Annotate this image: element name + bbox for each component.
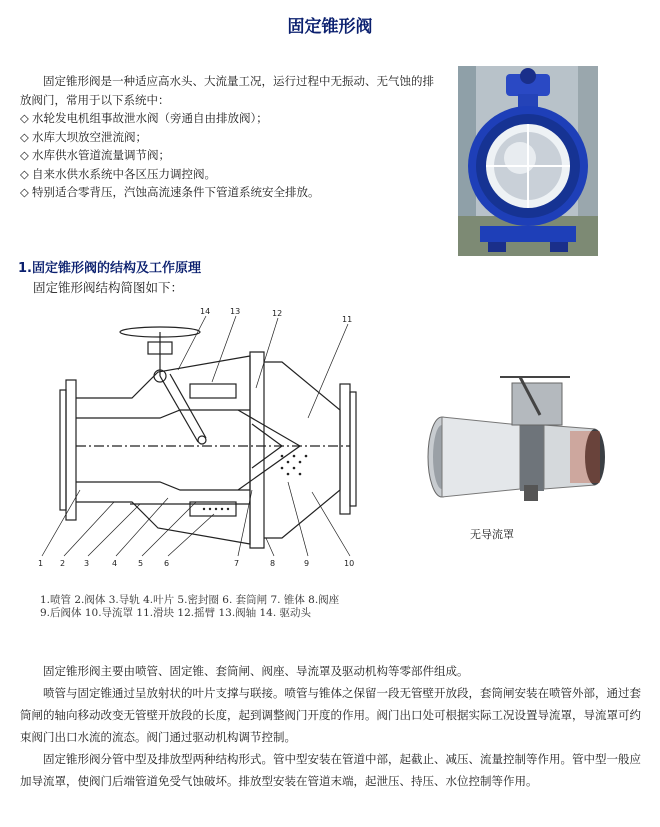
legend-line-2: 9.后阀体 10.导流罩 11.滑块 12.摇臂 13.阀轴 14. 驱动头 <box>40 607 312 619</box>
diamond-icon: ◇ <box>20 129 29 144</box>
page-title: 固定锥形阀 <box>287 17 373 37</box>
part-number-13: 13 <box>230 307 241 316</box>
valve-photo <box>458 66 598 256</box>
part-number-6: 6 <box>164 559 170 568</box>
part-number-8: 8 <box>270 559 276 568</box>
list-item: ◇ 水库供水管道流量调节阀； <box>20 146 435 165</box>
paragraph: 固定锥形阀主要由喷管、固定锥、套筒闸、阀座、导流罩及驱动机构等零部件组成。 <box>43 664 469 678</box>
application-list <box>20 109 435 202</box>
paragraph: 固定锥形阀分管中型及排放型两种结构形式。管中型安装在管道中部，起截止、减压、流量控制等作用。管中型一般应加导流罩，使阀门后端管道免受气蚀破坏。排放型安装在管道末端，起泄压、持压、水位控制等作用。 <box>20 752 641 788</box>
part-number-14: 14 <box>200 307 211 316</box>
diamond-icon: ◇ <box>20 111 29 125</box>
part-number-1: 1 <box>38 559 44 568</box>
legend-line-1: 1.喷管 2.阀体 3.导轨 4.叶片 5.密封圈 6. 套筒闸 7. 锥体 8.阀座 <box>40 594 340 606</box>
section-subheading: 固定锥形阀结构简图如下： <box>33 280 184 295</box>
list-item: ◇ 水库大坝放空泄流阀； <box>20 128 435 147</box>
part-number-10: 10 <box>344 559 355 568</box>
structure-diagram <box>20 306 390 574</box>
list-item: ◇ 特别适合零背压，汽蚀高流速条件下管道系统安全排放。 <box>20 183 435 202</box>
part-number-5: 5 <box>138 559 144 568</box>
intro-lead: 固定锥形阀是一种适应高水头、大流量工况，运行过程中无振动、无气蚀的排放阀门，常用于以下系统中： <box>20 74 434 107</box>
paragraph: 喷管与固定锥通过呈放射状的叶片支撑与联接。喷管与锥体之保留一段无管壁开放段，套筒闸安装在喷管外部，通过套筒闸的轴向移动改变无管壁开放段的长度，起到调整阀门开度的作用。阀门出口处可根据实际工况设置导流罩，导流罩可约束阀门出口水流的流态。阀门通过驱动机构调节控制。 <box>20 686 641 744</box>
valve-no-hood-photo <box>420 365 625 520</box>
diamond-icon: ◇ <box>20 148 29 162</box>
list-item: ◇ 水轮发电机组事故泄水阀（旁通自由排放阀）； <box>20 109 435 128</box>
body-text <box>20 660 645 792</box>
part-number-9: 9 <box>304 559 310 568</box>
section-heading: 1.固定锥形阀的结构及工作原理 <box>18 261 201 276</box>
part-number-3: 3 <box>84 559 90 568</box>
diamond-icon: ◇ <box>20 166 29 181</box>
list-item: ◇ 自来水供水系统中各区压力调控阀。 <box>20 165 435 184</box>
part-number-12: 12 <box>272 309 283 318</box>
parts-legend <box>40 594 420 620</box>
intro-block <box>20 72 435 202</box>
diamond-icon: ◇ <box>20 185 29 199</box>
part-number-7: 7 <box>234 559 240 568</box>
part-number-4: 4 <box>112 559 118 568</box>
photo-caption: 无导流罩 <box>470 528 514 541</box>
part-number-2: 2 <box>60 559 66 568</box>
part-number-11: 11 <box>342 315 353 324</box>
